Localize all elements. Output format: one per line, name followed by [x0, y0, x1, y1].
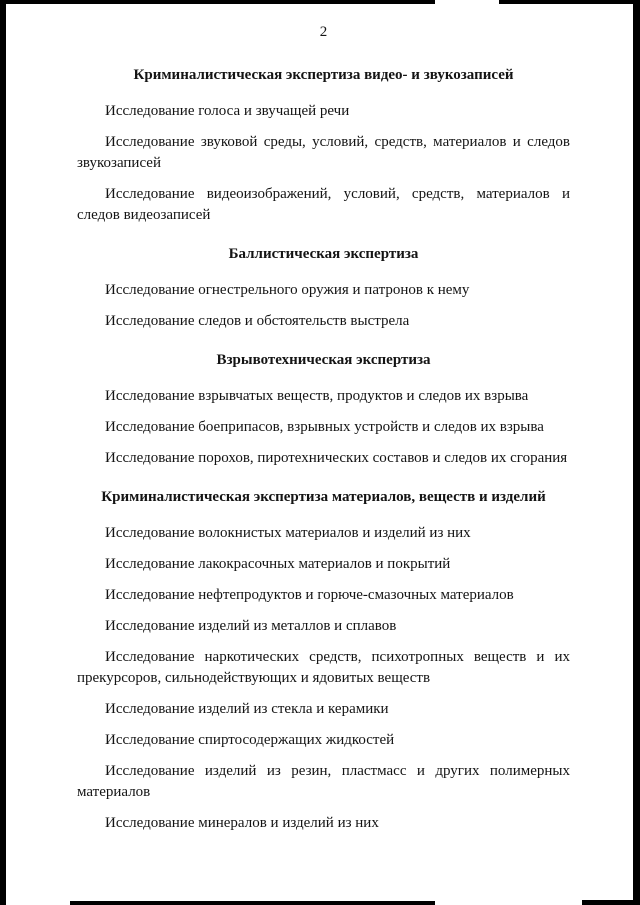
section-heading: Баллистическая экспертиза: [228, 246, 419, 262]
paragraph: Исследование изделий из стекла и керамики: [105, 701, 389, 717]
paragraph: Исследование минералов и изделий из них: [105, 815, 379, 831]
section-ballistic-expertise: [77, 244, 570, 332]
paragraph: Исследование взрывчатых веществ, продуктов и следов их взрыва: [105, 388, 529, 404]
scan-edge-bottom: [582, 900, 640, 905]
section-explosives-expertise: [77, 350, 570, 469]
section-materials-expertise: [77, 487, 570, 834]
paragraph: Исследование голоса и звучащей речи: [105, 103, 350, 119]
paragraph: Исследование нефтепродуктов и горюче-смазочных материалов: [105, 587, 514, 603]
scan-edge-top: [499, 0, 640, 4]
paragraph: Исследование изделий из резин, пластмасс и других полимерных материалов: [77, 763, 570, 800]
scan-edge-left: [0, 0, 6, 905]
paragraph: Исследование следов и обстоятельств выстрела: [105, 313, 410, 329]
paragraph: Исследование изделий из металлов и сплавов: [105, 618, 397, 634]
paragraph: Исследование спиртосодержащих жидкостей: [105, 732, 395, 748]
section-heading: Криминалистическая экспертиза материалов, веществ и изделий: [101, 489, 546, 505]
paragraph: Исследование огнестрельного оружия и патронов к нему: [105, 282, 470, 298]
paragraph: Исследование звуковой среды, условий, средств, материалов и следов звукозаписей: [77, 134, 570, 171]
section-video-audio-expertise: [77, 65, 570, 226]
scan-edge-top: [0, 0, 435, 4]
paragraph: Исследование волокнистых материалов и изделий из них: [105, 525, 471, 541]
scan-edge-bottom: [70, 901, 435, 905]
paragraph: Исследование видеоизображений, условий, средств, материалов и следов видеозаписей: [77, 186, 570, 223]
page-number: 2: [319, 24, 328, 40]
paragraph: Исследование порохов, пиротехнических составов и следов их сгорания: [105, 450, 568, 466]
paragraph: Исследование лакокрасочных материалов и покрытий: [105, 556, 451, 572]
scan-edge-right: [633, 0, 640, 905]
paragraph: Исследование наркотических средств, психотропных веществ и их прекурсоров, сильнодействующих и ядовитых веществ: [77, 649, 570, 686]
section-heading: Взрывотехническая экспертиза: [216, 352, 431, 368]
paragraph: Исследование боеприпасов, взрывных устройств и следов их взрыва: [105, 419, 544, 435]
section-heading: Криминалистическая экспертиза видео- и звукозаписей: [133, 67, 514, 83]
